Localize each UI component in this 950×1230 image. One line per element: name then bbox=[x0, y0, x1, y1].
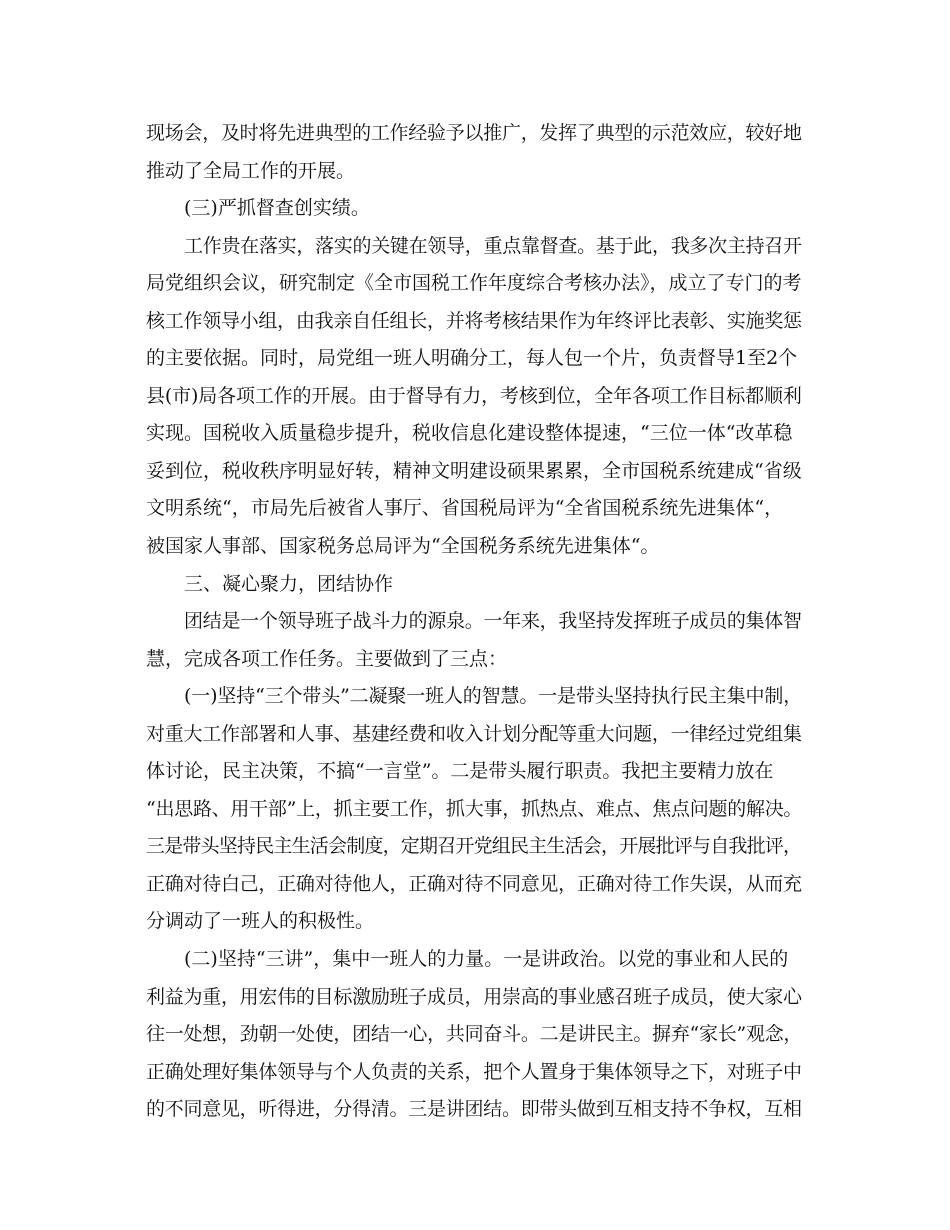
text-line: 三、凝心聚力，团结协作 bbox=[184, 572, 394, 595]
text-line: 体讨论，民主决策，不搞“一言堂”。二是带头履行职责。我把主要精力放在 bbox=[146, 760, 774, 783]
text-line: 正确处理好集体领导与个人负责的关系，把个人置身于集体领导之下，对班子中 bbox=[146, 1060, 802, 1083]
text-line: 被国家人事部、国家税务总局评为“全国税务系统先进集体“。 bbox=[146, 535, 660, 558]
text-line: 推动了全局工作的开展。 bbox=[146, 159, 356, 182]
text-line: 现场会，及时将先进典型的工作经验予以推广，发挥了典型的示范效应，较好地 bbox=[146, 122, 802, 144]
text-line: 工作贵在落实，落实的关键在领导，重点靠督查。基于此，我多次主持召开 bbox=[184, 234, 802, 257]
text-line: 文明系统“，市局先后被省人事厅、省国税局评为“全省国税系统先进集体“， bbox=[146, 497, 784, 520]
text-line: 的不同意见，听得进，分得清。三是讲团结。即带头做到互相支持不争权，互相 bbox=[146, 1098, 802, 1121]
text-line: 的主要依据。同时，局党组一班人明确分工，每人包一个片，负责督导1至2个 bbox=[146, 347, 798, 370]
text-line: 妥到位，税收秩序明显好转，精神文明建设硕果累累，全市国税系统建成“省级 bbox=[146, 459, 802, 482]
text-line: 核工作领导小组，由我亲自任组长，并将考核结果作为年终评比表彰、实施奖惩 bbox=[146, 309, 802, 332]
text-line: 利益为重，用宏伟的目标激励班子成员，用崇高的事业感召班子成员，使大家心 bbox=[146, 985, 802, 1008]
text-line: 团结是一个领导班子战斗力的源泉。一年来，我坚持发挥班子成员的集体智 bbox=[184, 610, 802, 633]
text-line: 对重大工作部署和人事、基建经费和收入计划分配等重大问题，一律经过党组集 bbox=[146, 722, 802, 745]
text-line: 分调动了一班人的积极性。 bbox=[146, 910, 375, 933]
text-line: (二)坚持“三讲”，集中一班人的力量。一是讲政治。以党的事业和人民的 bbox=[184, 948, 789, 971]
text-line: 往一处想，劲朝一处使，团结一心，共同奋斗。二是讲民主。摒弃“家长”观念， bbox=[146, 1023, 803, 1046]
text-line: 正确对待白己，正确对待他人，正确对待不同意见，正确对待工作失误，从而充 bbox=[146, 872, 802, 895]
text-line: (三)严抓督查创实绩。 bbox=[184, 197, 370, 220]
text-line: 实现。国税收入质量稳步提升，税收信息化建设整体提速，“三位一体“改革稳 bbox=[146, 422, 793, 445]
text-line: 慧，完成各项工作任务。主要做到了三点： bbox=[146, 647, 508, 670]
text-line: 局党组织会议，研究制定《全市国税工作年度综合考核办法》，成立了专门的考 bbox=[146, 272, 802, 295]
text-line: “出思路、用干部”上，抓主要工作，抓大事，抓热点、难点、焦点问题的解决。 bbox=[146, 797, 803, 820]
text-line: (一)坚持“三个带头”二凝聚一班人的智慧。一是带头坚持执行民主集中制， bbox=[184, 685, 803, 708]
text-line: 三是带头坚持民主生活会制度，定期召开党组民主生活会，开展批评与自我批评， bbox=[146, 835, 802, 858]
document-body bbox=[146, 115, 802, 1129]
text-line: 县(市)局各项工作的开展。由于督导有力，考核到位，全年各项工作目标都顺利 bbox=[146, 384, 802, 407]
